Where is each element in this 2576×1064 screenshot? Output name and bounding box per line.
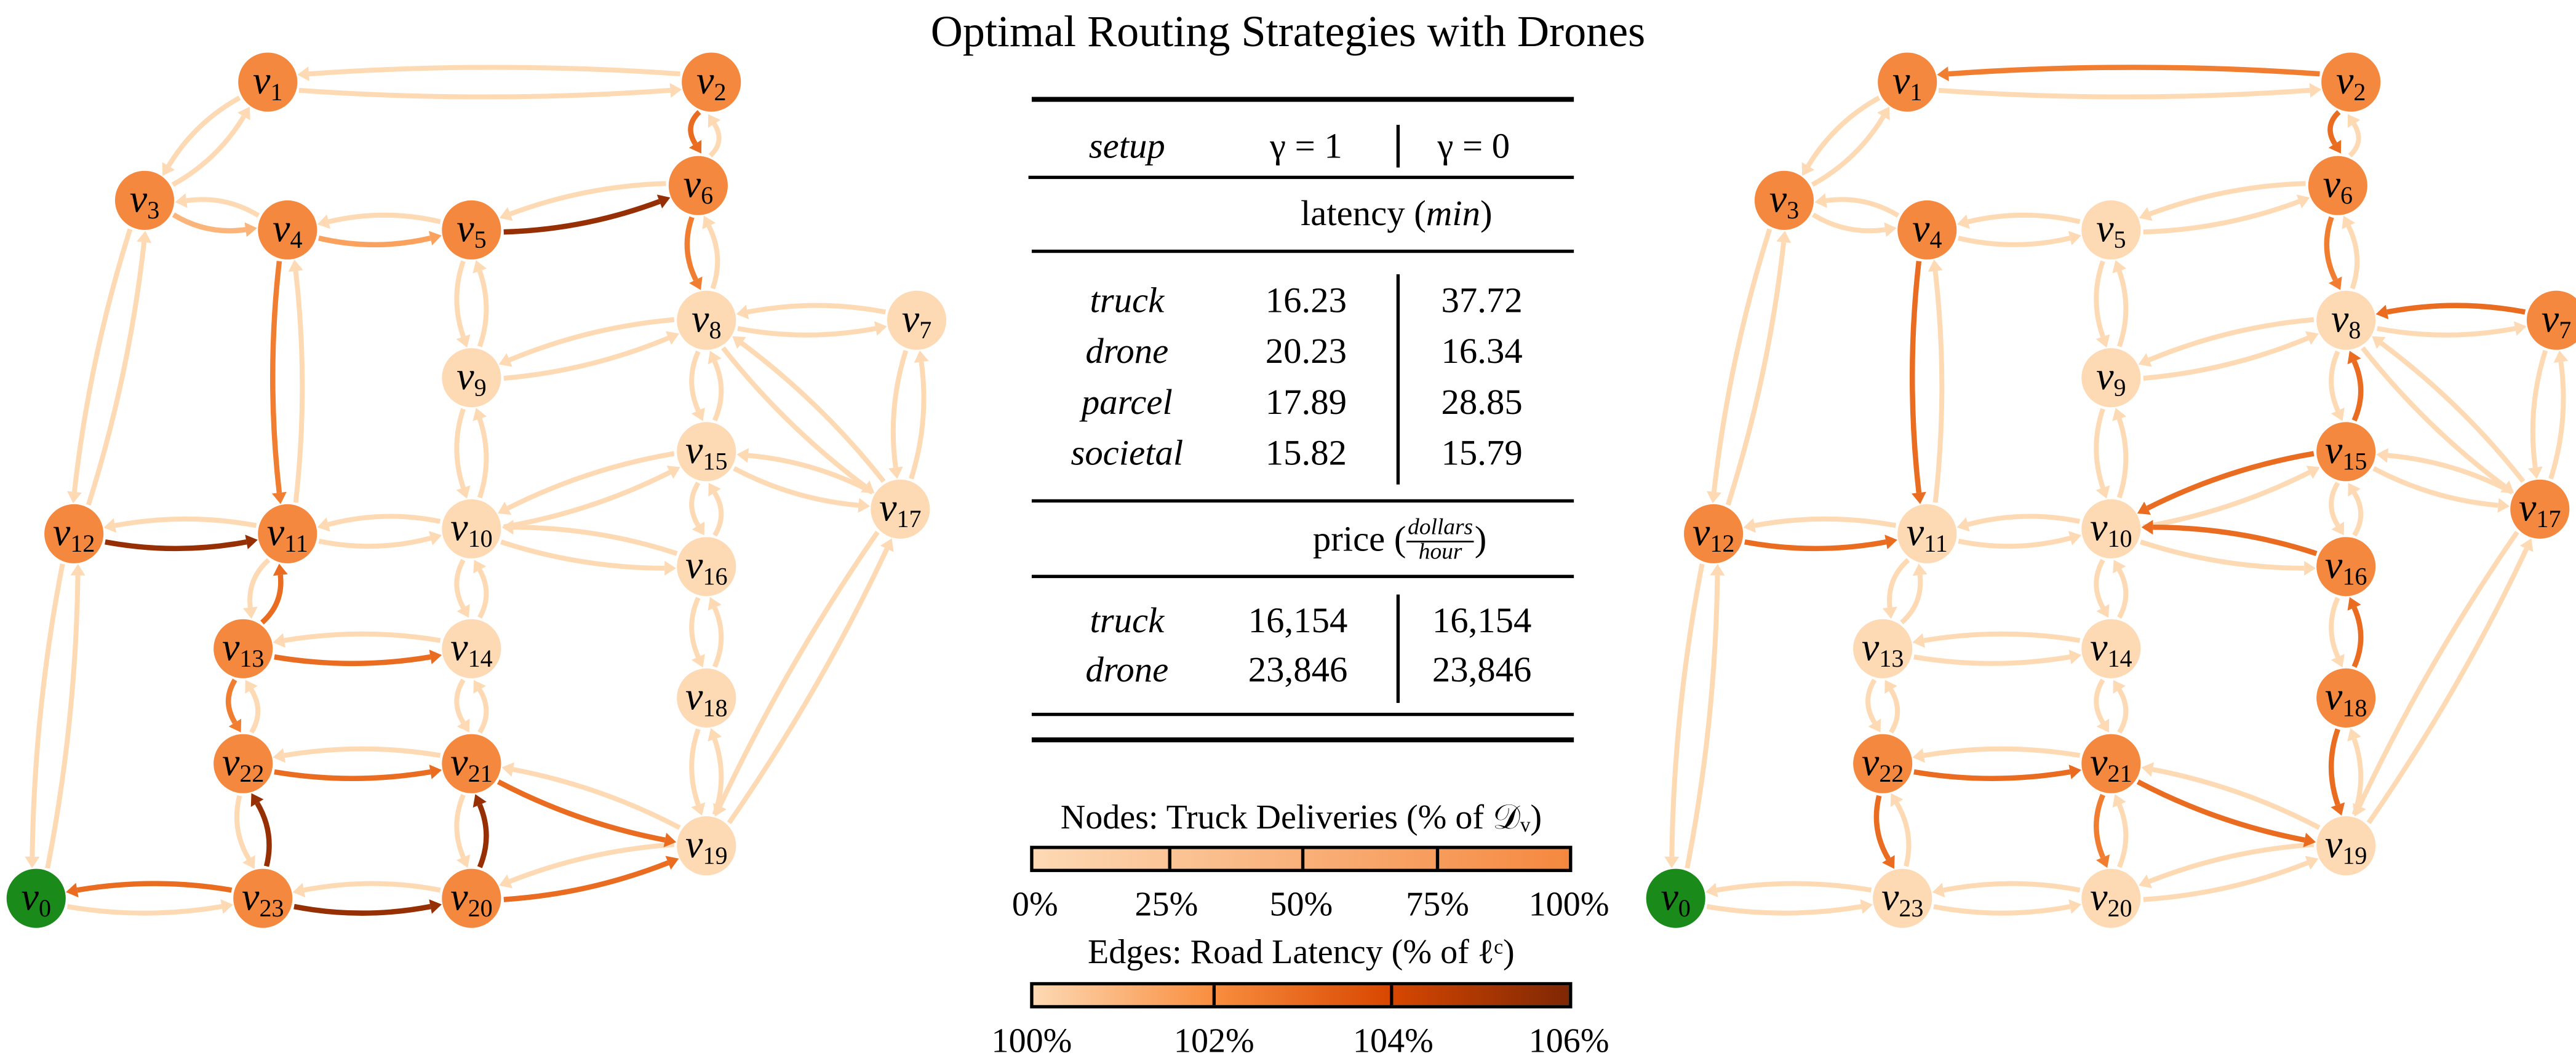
edge-v8-v7 [2377, 321, 2527, 336]
edge-v12-v3 [1728, 231, 1791, 505]
bottom-rule [1032, 737, 1574, 742]
node-v0 [7, 869, 66, 928]
svg-text:v8: v8 [2331, 296, 2361, 344]
svg-text:v17: v17 [879, 485, 922, 533]
node-v3 [1755, 171, 1814, 230]
node-v5 [2081, 200, 2140, 260]
svg-text:v4: v4 [1912, 206, 1942, 254]
svg-text:v12: v12 [1692, 510, 1735, 558]
paren: ) [1480, 192, 1493, 234]
svg-text:v9: v9 [2096, 354, 2126, 402]
edge-v14-v13 [273, 633, 441, 648]
edge-v8-v6 [702, 216, 717, 288]
node-v8 [2316, 291, 2375, 350]
node-v12 [1684, 504, 1743, 563]
node-v1 [238, 52, 297, 111]
edge-v4-v11 [272, 261, 287, 504]
edge-v17-v19 [713, 532, 877, 816]
edge-v22-v13 [1884, 680, 1897, 732]
node-v13 [213, 619, 273, 678]
edge-v3-v4 [1813, 215, 1897, 237]
edge-v10-v14 [2096, 560, 2109, 618]
svg-text:v14: v14 [2090, 625, 2132, 673]
value-gamma-0: 23,846 [1432, 648, 1532, 690]
svg-text:v3: v3 [129, 177, 160, 224]
edge-v1-v2 [1939, 83, 2321, 98]
edge-v15-v8 [708, 351, 722, 420]
row-label: parcel [1081, 381, 1173, 423]
nodes-tick: 100% [1528, 884, 1609, 924]
edges-tick: 100% [991, 1020, 1072, 1060]
rule [1032, 499, 1574, 502]
edge-v4-v5 [319, 231, 442, 245]
node-v23 [233, 869, 292, 928]
svg-text:v18: v18 [2324, 674, 2367, 722]
node-v16 [2316, 537, 2375, 596]
latency-label: latency ( [1300, 192, 1426, 234]
edge-v13-v22 [228, 680, 241, 732]
edge-v9-v8 [504, 331, 679, 378]
edge-v18-v16 [2348, 597, 2361, 667]
edge-v11-v10 [1958, 531, 2081, 546]
edge-v6-v5 [2139, 183, 2306, 221]
edge-v5-v6 [2143, 194, 2310, 232]
svg-text:v14: v14 [450, 625, 493, 673]
svg-text:v23: v23 [241, 875, 284, 923]
svg-text:v17: v17 [2519, 485, 2561, 533]
edge-v12-v3 [89, 231, 151, 505]
price-label: price ( [1312, 517, 1406, 559]
paren: ) [1474, 517, 1487, 559]
edge-v8-v9 [2139, 320, 2314, 367]
edge-v22-v23 [1876, 796, 1895, 869]
value-gamma-0: 37.72 [1441, 279, 1523, 320]
edge-v13-v11 [262, 563, 288, 622]
node-v15 [2316, 422, 2375, 481]
edge-v10-v11 [317, 516, 441, 531]
node-v15 [677, 422, 736, 481]
edge-v8-v9 [499, 320, 674, 367]
edge-v10-v9 [2112, 408, 2126, 498]
svg-text:v7: v7 [901, 296, 932, 344]
svg-text:v21: v21 [2090, 740, 2132, 788]
node-v22 [1853, 734, 1912, 793]
edge-v19-v17 [2369, 538, 2533, 822]
edge-v17-v19 [2353, 532, 2517, 816]
value-gamma-0: 16.34 [1441, 330, 1523, 371]
edge-v8-v17 [2363, 348, 2514, 493]
edge-v22-v21 [274, 764, 442, 779]
rule [1032, 713, 1574, 715]
node-v8 [677, 291, 736, 350]
edge-v17-v7 [911, 351, 928, 479]
node-v21 [2081, 734, 2140, 793]
node-v4 [258, 200, 317, 260]
edge-v7-v17 [2528, 351, 2545, 479]
node-v16 [677, 537, 736, 596]
edge-v5-v4 [1957, 215, 2080, 229]
edge-v11-v4 [289, 260, 303, 502]
svg-text:v6: v6 [683, 162, 714, 210]
svg-text:v16: v16 [2324, 542, 2367, 590]
svg-text:v13: v13 [1861, 625, 1904, 673]
edges-tick: 106% [1528, 1020, 1609, 1060]
node-v6 [2308, 156, 2367, 215]
svg-text:v20: v20 [450, 875, 493, 923]
svg-text:v15: v15 [2324, 428, 2367, 475]
node-v9 [2081, 348, 2140, 407]
svg-text:v15: v15 [685, 428, 728, 475]
edge-v23-v20 [294, 899, 442, 914]
edge-v11-v13 [1883, 560, 1908, 619]
graph-gamma-1 [0, 0, 986, 1064]
edge-v10-v14 [457, 560, 469, 618]
node-v10 [442, 499, 501, 558]
node-v2 [2321, 52, 2380, 111]
svg-text:v1: v1 [253, 58, 283, 106]
header-gamma-1: γ = 1 [1269, 124, 1342, 166]
edge-v23-v22 [1891, 793, 1909, 867]
edge-v21-v14 [473, 680, 486, 732]
svg-text:v19: v19 [685, 822, 728, 870]
edge-v14-v21 [457, 680, 469, 732]
svg-text:v4: v4 [273, 206, 303, 254]
svg-text:v22: v22 [1861, 740, 1904, 788]
edge-v13-v11 [1902, 563, 1928, 622]
edge-v5-v9 [2096, 261, 2110, 347]
edge-v21-v22 [1912, 748, 2080, 763]
rule [1032, 575, 1574, 578]
svg-text:v12: v12 [52, 510, 95, 558]
svg-text:v6: v6 [2323, 162, 2353, 210]
edge-v13-v14 [1914, 649, 2081, 664]
edge-v16-v18 [692, 598, 705, 667]
row-label: drone [1085, 648, 1169, 690]
node-v17 [2510, 480, 2569, 539]
edge-v11-v10 [319, 531, 442, 546]
edge-v2-v6 [2329, 112, 2341, 154]
edge-v21-v20 [2096, 795, 2110, 868]
edge-v3-v4 [173, 215, 257, 237]
svg-text:v19: v19 [2324, 822, 2367, 870]
svg-text:v5: v5 [457, 206, 487, 254]
edge-v13-v22 [1868, 680, 1881, 732]
edge-v23-v22 [251, 793, 269, 867]
edge-v16-v15 [708, 483, 721, 535]
node-v10 [2081, 499, 2140, 558]
svg-text:v5: v5 [2096, 206, 2126, 254]
svg-text:v18: v18 [685, 674, 728, 722]
edge-v9-v5 [2112, 260, 2126, 346]
value-gamma-1: 16.23 [1265, 279, 1347, 320]
edge-v18-v16 [708, 597, 722, 667]
value-gamma-0: 28.85 [1441, 381, 1523, 423]
svg-text:v0: v0 [1661, 875, 1691, 923]
nodes-tick: 0% [1011, 884, 1058, 924]
edge-v6-v5 [500, 183, 666, 221]
edge-v14-v13 [1912, 633, 2080, 648]
edge-v21-v20 [457, 795, 470, 868]
edge-v21-v14 [2113, 680, 2126, 732]
node-v14 [2081, 619, 2140, 678]
edge-v8-v15 [2331, 351, 2345, 421]
edge-v20-v19 [2143, 856, 2319, 900]
node-v12 [44, 504, 103, 563]
edge-v6-v8 [2327, 217, 2342, 290]
node-v11 [258, 504, 317, 563]
node-v9 [442, 348, 501, 407]
edge-v9-v10 [457, 409, 471, 499]
edges-legend-title: Edges: Road Latency (% of ℓᶜ) [1088, 932, 1515, 972]
edge-v4-v5 [1958, 231, 2081, 245]
value-gamma-1: 17.89 [1265, 381, 1347, 423]
edge-v17-v7 [2551, 351, 2568, 479]
node-v1 [1878, 52, 1937, 111]
svg-text:v11: v11 [266, 510, 308, 558]
edge-v14-v10 [473, 560, 486, 617]
edge-v5-v9 [457, 261, 471, 347]
node-v17 [871, 480, 930, 539]
edge-v4-v11 [1912, 261, 1926, 504]
svg-text:v21: v21 [450, 740, 493, 788]
edge-v6-v8 [687, 217, 703, 290]
svg-text:v3: v3 [1769, 177, 1800, 224]
value-gamma-0: 16,154 [1432, 599, 1532, 641]
edge-v14-v10 [2113, 560, 2126, 617]
svg-text:v2: v2 [696, 58, 727, 106]
row-label: drone [1085, 330, 1169, 371]
edge-v8-v15 [692, 351, 705, 421]
edge-v8-v17 [723, 348, 874, 493]
edge-v20-v23 [293, 883, 441, 898]
header-gamma-0: γ = 0 [1437, 124, 1510, 166]
edge-v6-v2 [708, 114, 720, 156]
svg-text:v10: v10 [2090, 505, 2132, 553]
row-label: societal [1071, 432, 1184, 474]
edge-v17-v15 [736, 448, 872, 493]
node-v18 [2316, 669, 2375, 728]
svg-text:v11: v11 [1906, 510, 1948, 558]
edge-v1-v2 [299, 83, 682, 98]
svg-text:v23: v23 [1881, 875, 1924, 923]
edge-v23-v20 [1934, 899, 2081, 914]
figure-title: Optimal Routing Strategies with Drones [930, 6, 1646, 56]
edge-v15-v16 [692, 483, 704, 535]
edge-v21-v22 [273, 748, 441, 763]
edge-v20-v23 [1932, 883, 2080, 898]
edge-v7-v8 [736, 305, 886, 320]
edge-v7-v8 [2376, 305, 2526, 320]
edge-v12-v11 [105, 534, 258, 549]
edges-colorbar [1030, 982, 1572, 1009]
nodes-tick: 50% [1269, 884, 1333, 924]
row-label: truck [1090, 599, 1165, 641]
edge-v13-v14 [274, 649, 442, 664]
node-v2 [682, 52, 741, 111]
nodes-colorbar [1030, 846, 1572, 872]
node-v13 [1853, 619, 1912, 678]
svg-text:v13: v13 [221, 625, 265, 673]
node-v5 [442, 200, 501, 260]
edge-v8-v6 [2342, 216, 2357, 288]
svg-text:v22: v22 [221, 740, 265, 788]
edge-v2-v1 [297, 66, 680, 81]
node-v0 [1646, 869, 1705, 928]
node-v7 [887, 291, 946, 350]
row-label: truck [1090, 279, 1165, 320]
edge-v11-v4 [1928, 260, 1943, 502]
latency-section-label [1301, 192, 1493, 234]
price-numerator: dollars [1406, 518, 1474, 543]
node-v4 [1897, 200, 1956, 260]
node-v20 [442, 869, 501, 928]
edges-tick: 104% [1352, 1020, 1434, 1060]
edge-v2-v1 [1937, 66, 2319, 81]
svg-text:v16: v16 [685, 542, 728, 590]
edge-v7-v17 [888, 351, 906, 479]
edge-v3-v12 [67, 229, 130, 504]
edge-v18-v19 [692, 729, 706, 816]
header-setup: setup [1088, 124, 1165, 166]
node-v18 [677, 669, 736, 728]
value-gamma-1: 23,846 [1248, 648, 1348, 690]
price-unit-fraction [1406, 518, 1474, 566]
edge-v11-v12 [104, 518, 257, 533]
edge-v22-v23 [237, 796, 255, 869]
node-v6 [669, 156, 728, 215]
divider [1397, 274, 1400, 485]
edge-v0-v23 [67, 899, 233, 914]
edge-v2-v6 [689, 112, 701, 154]
svg-text:v2: v2 [2335, 58, 2366, 106]
edge-v5-v6 [504, 194, 671, 232]
edge-v9-v10 [2096, 409, 2110, 499]
edge-v16-v18 [2331, 598, 2345, 667]
edge-v11-v12 [1744, 518, 1896, 533]
edge-v14-v21 [2096, 680, 2109, 732]
nodes-tick: 25% [1134, 884, 1198, 924]
rule [1032, 250, 1574, 252]
edge-v16-v15 [2348, 483, 2361, 535]
node-v3 [115, 171, 174, 230]
divider [1397, 595, 1400, 703]
edge-v3-v12 [1707, 229, 1769, 504]
node-v19 [2316, 816, 2375, 875]
edge-v4-v3 [175, 193, 259, 215]
edge-v15-v8 [2348, 351, 2361, 420]
value-gamma-1: 16,154 [1248, 599, 1348, 641]
edge-v17-v15 [2376, 448, 2512, 493]
edge-v10-v11 [1957, 516, 2080, 531]
edge-v9-v8 [2143, 331, 2319, 378]
edge-v6-v2 [2348, 114, 2360, 156]
nodes-legend-title: Nodes: Truck Deliveries (% of 𝒟ᵥ) [1060, 797, 1542, 837]
edge-v20-v19 [504, 856, 679, 900]
top-rule [1032, 97, 1574, 101]
nodes-tick: 75% [1406, 884, 1469, 924]
node-v22 [213, 734, 273, 793]
value-gamma-1: 15.82 [1265, 432, 1347, 474]
svg-text:v0: v0 [21, 875, 51, 923]
edges-tick: 102% [1173, 1020, 1254, 1060]
edge-v22-v13 [245, 680, 258, 732]
edge-v5-v4 [317, 215, 441, 229]
edge-v23-v0 [66, 883, 231, 897]
value-gamma-1: 20.23 [1265, 330, 1347, 371]
edge-v17-v8 [2372, 336, 2523, 482]
value-gamma-0: 15.79 [1441, 432, 1523, 474]
node-v20 [2081, 869, 2140, 928]
svg-text:v1: v1 [1892, 58, 1923, 106]
svg-text:v10: v10 [450, 505, 493, 553]
graph-gamma-0 [1640, 0, 2576, 1064]
edge-v8-v7 [738, 321, 887, 336]
divider [1397, 125, 1400, 167]
node-v7 [2527, 291, 2576, 350]
price-denominator: hour [1418, 541, 1462, 566]
svg-text:v7: v7 [2541, 296, 2572, 344]
edge-v11-v13 [243, 560, 269, 619]
node-v21 [442, 734, 501, 793]
edge-v19-v17 [729, 538, 893, 822]
edge-v20-v21 [473, 794, 487, 867]
edge-v9-v5 [473, 260, 487, 346]
latency-unit: min [1426, 192, 1480, 234]
edge-v15-v16 [2331, 483, 2344, 535]
edge-v10-v9 [473, 408, 487, 498]
edge-v19-v20 [2139, 844, 2314, 888]
svg-text:v20: v20 [2090, 875, 2132, 923]
price-section-label [1313, 518, 1487, 566]
edge-v12-v11 [1745, 534, 1897, 549]
edge-v4-v3 [1815, 193, 1899, 215]
edge-v0-v23 [1707, 899, 1872, 914]
rule [1029, 176, 1574, 178]
edge-v20-v21 [2113, 794, 2126, 867]
node-v14 [442, 619, 501, 678]
node-v23 [1873, 869, 1932, 928]
svg-text:v9: v9 [457, 354, 487, 402]
edge-v22-v21 [1914, 764, 2081, 779]
node-v11 [1897, 504, 1956, 563]
node-v19 [677, 816, 736, 875]
edge-v19-v20 [499, 844, 674, 888]
edge-v18-v19 [2331, 729, 2345, 816]
edge-v23-v0 [1705, 883, 1871, 897]
edge-v17-v8 [732, 336, 883, 482]
svg-text:v8: v8 [691, 296, 722, 344]
